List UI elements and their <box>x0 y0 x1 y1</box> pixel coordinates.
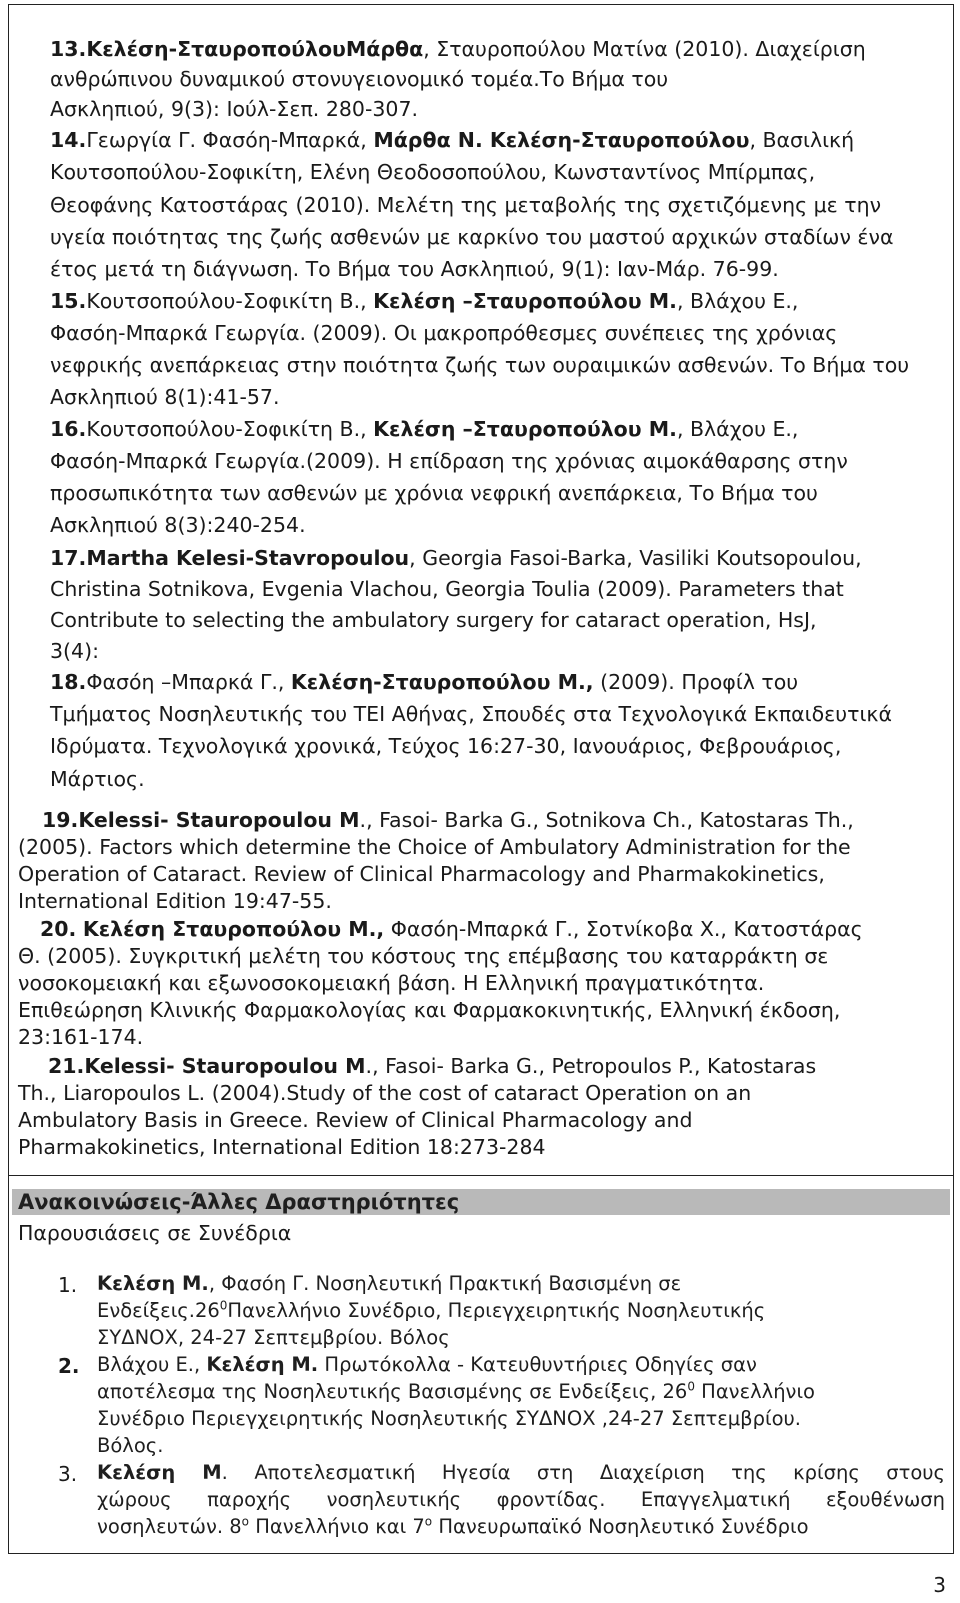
pub-text: Contribute to selecting the ambulatory surgery for cataract operation, HsJ, <box>50 608 817 632</box>
pub-text: 23:161-174. <box>18 1025 144 1049</box>
pub-text: Operation of Cataract. Review of Clinical Pharmacology and Pharmakokinetics, <box>18 862 825 886</box>
pub-text: Μάρτιος. <box>50 767 145 791</box>
pub-text: Ασκληπιού 8(3):240-254. <box>50 513 306 537</box>
pub-text: ., Fasoi- Barka G., Sotnikova Ch., Katostaras Th., <box>359 808 854 832</box>
author-highlight: Martha Kelesi-Stavropoulou <box>86 546 410 570</box>
announcement-text: Βλάχου Ε., <box>97 1353 207 1376</box>
section-subheading: Παρουσιάσεις σε Συνέδρια <box>18 1221 292 1245</box>
author-highlight: Κελέση –Σταυροπούλου Μ. <box>373 417 677 441</box>
pub-number: 15. <box>50 289 87 313</box>
pub-text: Φασόη-Μπαρκά Γεωργία.(2009). Η επίδραση της χρόνιας αιμοκάθαρσης στην <box>50 449 848 473</box>
pub-text: , Βλάχου Ε., <box>676 417 799 441</box>
author-highlight: Κελέση Μ <box>97 1461 222 1484</box>
announcement-text: Ενδείξεις.26 <box>97 1299 220 1322</box>
pub-text: Ιδρύματα. Τεχνολογικά χρονικά, Τεύχος 16:27-30, Ιανουάριος, Φεβρουάριος, <box>50 734 842 758</box>
pub-text: ανθρώπινου δυναμικού στονυγειονομικό τομέα.Το Βήμα του <box>50 67 669 91</box>
author-highlight: Κελέση-ΣταυροπούλουΜάρθα <box>86 37 424 61</box>
superscript: 0 <box>219 1298 228 1313</box>
announcement-text: Πανελλήνιο και 7 <box>249 1515 425 1538</box>
pub-text: , Βλάχου Ε., <box>676 289 799 313</box>
author-highlight: Μάρθα Ν. Κελέση-Σταυροπούλου <box>373 128 750 152</box>
announcement-number: 1. <box>58 1273 78 1297</box>
author-highlight: Kelessi- Stauropoulou M <box>84 1054 366 1078</box>
pub-text: Επιθεώρηση Κλινικής Φαρμακολογίας και Φαρμακοκινητικής, Ελληνική έκδοση, <box>18 998 841 1022</box>
pub-text: (2005). Factors which determine the Choice of Ambulatory Administration for the <box>18 835 851 859</box>
pub-text: Τμήματος Νοσηλευτικής του ΤΕΙ Αθήνας, Σπουδές στα Τεχνολογικά Εκπαιδευτικά <box>50 702 892 726</box>
pub-text: International Edition 19:47-55. <box>18 889 332 913</box>
pub-text: νεφρικής ανεπάρκειας στην ποιότητα ζωής των ουραιμικών ασθενών. Το Βήμα του <box>50 353 910 377</box>
pub-number: 17. <box>50 546 87 570</box>
pub-text: Θ. (2005). Συγκριτική μελέτη του κόστους της επέμβασης του καταρράκτη σε <box>18 944 829 968</box>
superscript: ο <box>424 1514 433 1529</box>
pub-text: Κουτσοπούλου-Σοφικίτη, Ελένη Θεοδοσοπούλου, Κωνσταντίνος Μπίρμπας, <box>50 160 816 184</box>
announcement-text: ΣΥΔΝΟΧ, 24-27 Σεπτεμβρίου. Βόλος <box>97 1326 450 1349</box>
section-divider <box>8 1175 954 1176</box>
pub-text: (2009). Προφίλ του <box>593 670 799 694</box>
announcement-text: Συνέδριο Περιεγχειρητικής Νοσηλευτικής ΣΥΔΝΟΧ ,24-27 Σεπτεμβρίου. <box>97 1407 801 1430</box>
author-highlight: Κελέση Μ. <box>97 1272 209 1295</box>
announcement-text: Βόλος. <box>97 1434 164 1457</box>
pub-text: , Βασιλική <box>749 128 855 152</box>
announcement-text: . Αποτελεσματική Ηγεσία στη Διαχείριση της κρίσης στους <box>221 1461 945 1484</box>
pub-text: Φασόη-Μπαρκά Γ., Σοτνίκοβα Χ., Κατοστάρας <box>384 917 863 941</box>
pub-number: 19. <box>42 808 79 832</box>
pub-text: Γεωργία Γ. Φασόη-Μπαρκά, <box>86 128 374 152</box>
pub-text: , Georgia Fasoi-Barka, Vasiliki Koutsopoulou, <box>409 546 862 570</box>
pub-text: Pharmakokinetics, International Edition 18:273-284 <box>18 1135 546 1159</box>
pub-text: Th., Liaropoulos L. (2004).Study of the cost of cataract Operation on an <box>18 1081 752 1105</box>
pub-text: έτος μετά τη διάγνωση. Το Βήμα του Ασκληπιού, 9(1): Ιαν-Μάρ. 76-99. <box>50 257 779 281</box>
author-highlight: Κελέση-Σταυροπούλου Μ., <box>290 670 594 694</box>
pub-text: ., Fasoi- Barka G., Petropoulos P., Katostaras <box>365 1054 817 1078</box>
pub-text: Φασόη –Μπαρκά Γ., <box>86 670 291 694</box>
pub-number: 14. <box>50 128 87 152</box>
author-highlight: Κελέση –Σταυροπούλου Μ. <box>373 289 677 313</box>
pub-text: Κουτσοπούλου-Σοφικίτη Β., <box>86 417 374 441</box>
announcement-text: , Φασόη Γ. Νοσηλευτική Πρακτική Βασισμένη σε <box>208 1272 682 1295</box>
pub-text: Ασκληπιού, 9(3): Ιούλ-Σεπ. 280-307. <box>50 97 418 121</box>
author-highlight: Kelessi- Stauropoulou M <box>78 808 360 832</box>
announcement-text: νοσηλευτών. 8 <box>97 1515 242 1538</box>
section-heading: Ανακοινώσεις-Άλλες Δραστηριότητες <box>18 1190 460 1214</box>
superscript: 0 <box>687 1379 695 1394</box>
author-highlight: Κελέση Μ. <box>206 1353 319 1376</box>
pub-text: Φασόη-Μπαρκά Γεωργία. (2009). Οι μακροπρόθεσμες συνέπειες της χρόνιας <box>50 321 838 345</box>
pub-text: Ambulatory Basis in Greece. Review of Clinical Pharmacology and <box>18 1108 693 1132</box>
announcement-text: Πρωτόκολλα - Κατευθυντήριες Οδηγίες σαν <box>318 1353 757 1376</box>
pub-text: προσωπικότητα των ασθενών με χρόνια νεφρική ανεπάρκεια, Το Βήμα του <box>50 481 818 505</box>
pub-number: 21. <box>48 1054 85 1078</box>
pub-text: , Σταυροπούλου Ματίνα (2010). Διαχείριση <box>423 37 866 61</box>
page-number: 3 <box>933 1573 946 1597</box>
announcement-number: 3. <box>58 1462 78 1486</box>
pub-text: Ασκληπιού 8(1):41-57. <box>50 385 280 409</box>
announcement-text: Πανελλήνιο Συνέδριο, Περιεγχειρητικής Νοσηλευτικής <box>227 1299 766 1322</box>
announcement-text: Πανευρωπαϊκό Νοσηλευτικό Συνέδριο <box>432 1515 809 1538</box>
author-highlight: Κελέση Σταυροπούλου Μ., <box>82 917 385 941</box>
pub-number: 18. <box>50 670 87 694</box>
superscript: ο <box>241 1514 250 1529</box>
announcement-number: 2. <box>58 1354 80 1378</box>
pub-text: Christina Sotnikova, Evgenia Vlachou, Georgia Toulia (2009). Parameters that <box>50 577 844 601</box>
pub-text: Θεοφάνης Κατοστάρας (2010). Μελέτη της μεταβολής της σχετιζόμενης με την <box>50 193 882 217</box>
pub-text: Κουτσοπούλου-Σοφικίτη Β., <box>86 289 374 313</box>
pub-number: 13. <box>50 37 87 61</box>
pub-number: 20. <box>40 917 77 941</box>
pub-text: υγεία ποιότητας της ζωής ασθενών με καρκίνο του μαστού αρχικών σταδίων ένα <box>50 225 894 249</box>
announcement-text: Πανελλήνιο <box>694 1380 815 1403</box>
pub-text: νοσοκομειακή και εξωνοσοκομειακή βάση. Η Ελληνική πραγματικότητα. <box>18 971 765 995</box>
announcement-text: αποτέλεσμα της Νοσηλευτικής Βασισμένης σε Ενδείξεις, 26 <box>97 1380 688 1403</box>
pub-number: 16. <box>50 417 87 441</box>
pub-text: 3(4): <box>50 639 99 663</box>
announcement-text: χώρους παροχής νοσηλευτικής φροντίδας. Επαγγελματική εξουθένωση <box>97 1488 945 1511</box>
